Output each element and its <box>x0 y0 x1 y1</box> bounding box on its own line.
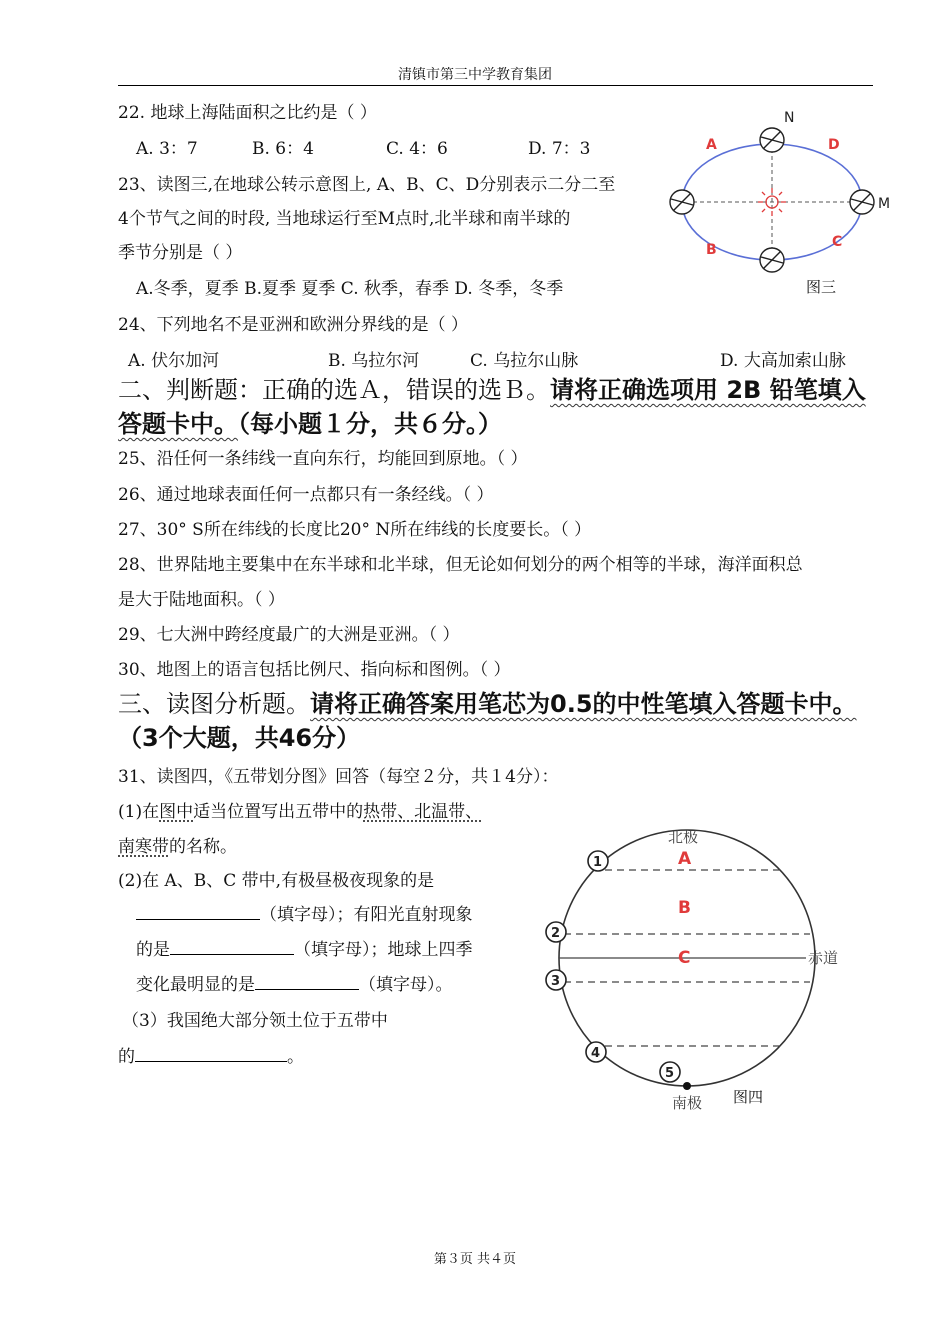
figure-3-caption: 图三 <box>806 278 837 296</box>
section3-heading <box>118 684 857 719</box>
question-27: 27、30° S所在纬线的长度比20° N所在纬线的长度要长。（ ） <box>118 520 592 540</box>
marker-1-text: 1 <box>593 855 603 870</box>
zone-a-label: A <box>678 849 692 869</box>
fig3-label-a: A <box>706 137 717 153</box>
zone-b-label: B <box>678 898 691 918</box>
equator-label: 赤道 <box>808 949 839 967</box>
figure-3-orbit-diagram <box>660 104 900 304</box>
q24-option-b: B. 乌拉尔河 <box>328 351 420 371</box>
q24-option-c: C. 乌拉尔山脉 <box>470 351 579 371</box>
q22-stem: 22. 地球上海陆面积之比约是（ ） <box>118 103 377 123</box>
figure-4-caption: 图四 <box>733 1088 764 1106</box>
earth-icon-w <box>670 190 694 214</box>
q31-p2-text3-post: （填字母）；地球上四季 <box>294 940 473 960</box>
q31-p2-text2: （填字母）；有阳光直射现象 <box>260 905 473 925</box>
section2-score: （每小题１分，共６分。） <box>238 410 502 438</box>
q22-option-d: D. 7：3 <box>528 139 591 159</box>
fig3-label-n: N <box>784 110 795 126</box>
question-25: 25、沿任何一条纬线一直向东行，均能回到原地。（ ） <box>118 449 528 469</box>
section2-instruction-1: 请将正确选项用 2B 铅笔填入 <box>550 376 866 404</box>
question-28-line2: 是大于陆地面积。（ ） <box>118 590 285 610</box>
q23-line1: 23、读图三,在地球公转示意图上, A、B、C、D分别表示二分二至 <box>118 175 616 195</box>
q24-option-a: A. 伏尔加河 <box>128 351 220 371</box>
fig3-label-m: M <box>878 196 891 212</box>
page-number: 第３页 共４页 <box>433 1252 517 1267</box>
south-pole-dot <box>683 1082 691 1090</box>
earth-icon-n <box>760 128 784 152</box>
earth-icon-m <box>850 190 874 214</box>
section3-instruction: 请将正确答案用笔芯为0.5的中性笔填入答题卡中。 <box>310 690 857 718</box>
q31-stem: 31、读图四，《五带划分图》回答（每空２分，共１4分）： <box>118 767 559 787</box>
q31-p2-text4-pre: 变化最明显的是 <box>136 975 255 995</box>
question-30: 30、地图上的语言包括比例尺、指向标和图例。（ ） <box>118 660 511 680</box>
q23-line2: 4个节气之间的时段, 当地球运行至M点时,北半球和南半球的 <box>118 209 571 229</box>
marker-3-text: 3 <box>551 974 561 989</box>
answer-blank-3[interactable] <box>255 973 359 990</box>
q31-p1-ref: 图中 <box>159 802 194 822</box>
q31-part3-line2 <box>118 1042 304 1067</box>
q31-part2-line4 <box>136 970 453 995</box>
answer-blank-4[interactable] <box>135 1045 287 1062</box>
q31-part3-line1: （3）我国绝大部分领土位于五带中 <box>122 1011 388 1031</box>
q31-part1-line1 <box>118 797 482 822</box>
marker-5 <box>660 1062 680 1082</box>
section2-heading <box>118 370 866 405</box>
marker-1 <box>588 851 608 871</box>
q31-p1-zones: 热带、北温带、 <box>363 802 483 822</box>
question-28-line1: 28、世界陆地主要集中在东半球和北半球，但无论如何划分的两个相等的半球，海洋面积总 <box>118 555 803 575</box>
q31-p1-zone-south: 南寒带 <box>118 837 169 857</box>
q31-p1-mid: 适当位置写出五带中的 <box>193 802 364 822</box>
q22-option-c: C. 4：6 <box>386 139 448 159</box>
marker-4-text: 4 <box>591 1046 601 1061</box>
marker-5-text: 5 <box>665 1066 675 1081</box>
south-pole-label: 南极 <box>672 1094 703 1112</box>
q31-p2-text3-pre: 的是 <box>136 940 170 960</box>
marker-3 <box>546 970 566 990</box>
q31-p2-text4-post: （填字母）。 <box>359 975 453 995</box>
answer-blank-2[interactable] <box>170 938 294 955</box>
q31-part2-line3 <box>136 935 473 960</box>
fig3-label-d: D <box>828 137 840 153</box>
fig3-label-c: C <box>832 234 843 250</box>
header-rule <box>118 85 873 86</box>
q31-part1-line2 <box>118 832 237 857</box>
zone-c-label: C <box>678 948 691 968</box>
q31-part2-line2 <box>136 900 473 925</box>
section2-title: 二、判断题：正确的选Ａ，错误的选Ｂ。 <box>118 376 550 404</box>
answer-blank-1[interactable] <box>136 903 260 920</box>
fig3-label-b: B <box>706 242 717 258</box>
q31-p3-pre: 的 <box>118 1047 135 1067</box>
earth-icon-s <box>760 248 784 272</box>
q24-option-d: D. 大高加索山脉 <box>720 351 846 371</box>
north-pole-label: 北极 <box>668 828 699 846</box>
q23-options: A.冬季，夏季 B.夏季 夏季 C. 秋季，春季 D. 冬季，冬季 <box>136 279 564 299</box>
q22-option-b: B. 6：4 <box>252 139 314 159</box>
header-title: 清镇市第三中学教育集团 <box>398 67 552 83</box>
marker-2 <box>546 922 566 942</box>
figure-4-zone-diagram <box>536 818 866 1118</box>
q31-p1-rest: 的名称。 <box>169 837 237 857</box>
marker-4 <box>586 1042 606 1062</box>
section2-instruction-2: 答题卡中。 <box>118 410 238 438</box>
q31-p3-post: 。 <box>287 1047 304 1067</box>
question-29: 29、七大洲中跨经度最广的大洲是亚洲。（ ） <box>118 625 460 645</box>
q23-line3: 季节分别是（ ） <box>118 243 243 263</box>
question-26: 26、通过地球表面任何一点都只有一条经线。（ ） <box>118 485 494 505</box>
q31-part2-line1: (2)在 A、B、C 带中,有极昼极夜现象的是 <box>118 871 435 891</box>
q24-stem: 24、下列地名不是亚洲和欧洲分界线的是（ ） <box>118 315 469 335</box>
section3-title: 三、读图分析题。 <box>118 690 310 718</box>
q22-option-a: A. 3：7 <box>136 139 198 159</box>
marker-2-text: 2 <box>551 926 561 941</box>
section3-score: （3个大题，共46分） <box>118 724 361 752</box>
q31-p1-prefix: (1)在 <box>118 802 160 822</box>
section2-heading-line2 <box>118 404 502 439</box>
